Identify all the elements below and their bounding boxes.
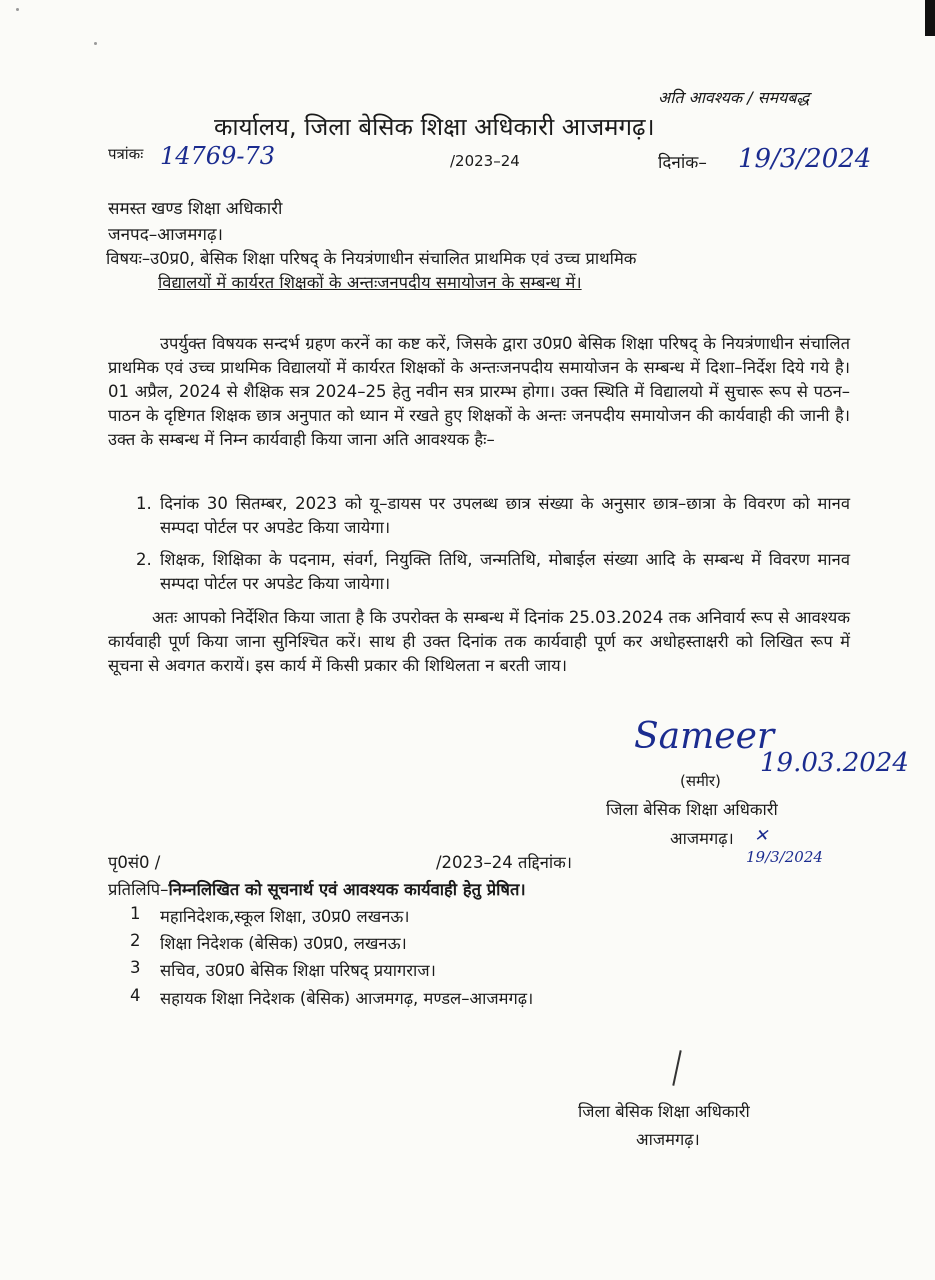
copy-ref-year: /2023–24 तद्दिनांक। <box>436 853 573 872</box>
urgent-label: अति आवश्यक / समयबद्ध <box>658 88 810 107</box>
copy-intro-bold: निम्नलिखित को सूचनार्थ एवं आवश्यक कार्यवाही हेतु प्रेषित। <box>168 880 526 899</box>
signature-date-handwritten: 19.03.2024 <box>760 748 909 778</box>
list-item <box>136 492 850 540</box>
copy-intro-prefix: प्रतिलिपि– <box>108 880 169 899</box>
ref-year: /2023–24 <box>450 152 520 170</box>
signatory-name: (समीर) <box>680 772 721 790</box>
subject-line2: विद्यालयों में कार्यरत शिक्षकों के अन्तःजनपदीय समायोजन के सम्बन्ध में। <box>158 273 582 292</box>
ref-number-handwritten: 14769-73 <box>160 142 275 170</box>
addressee-line2: जनपद–आजमगढ़। <box>108 225 223 245</box>
recipient-text: महानिदेशक,स्कूल शिक्षा, उ0प्र0 लखनऊ। <box>160 907 410 926</box>
date-label: दिनांक– <box>658 153 707 173</box>
recipient-text: सहायक शिक्षा निदेशक (बेसिक) आजमगढ़, मण्डल–आजमगढ़। <box>160 989 534 1008</box>
recipient-text: शिक्षा निदेशक (बेसिक) उ0प्र0, लखनऊ। <box>160 934 407 953</box>
scan-edge-mark <box>925 0 935 36</box>
scan-speck <box>16 8 19 11</box>
recipient-text: सचिव, उ0प्र0 बेसिक शिक्षा परिषद् प्रयागराज। <box>160 961 436 980</box>
addressee-line1: समस्त खण्ड शिक्षा अधिकारी <box>108 199 283 219</box>
subject-line1: उ0प्र0, बेसिक शिक्षा परिषद् के नियत्रंणाधीन संचालित प्राथमिक एवं उच्च प्राथमिक <box>150 249 637 268</box>
signature-scrawl: Sameer <box>634 716 775 757</box>
list-item-text: शिक्षक, शिक्षिका के पदनाम, संवर्ग, नियुक्ति तिथि, जन्मतिथि, मोबाईल संख्या आदि के सम्बन्ध में विवरण मानव सम्पदा पोर्टल पर अपडेट किया जायेगा। <box>160 550 850 593</box>
list-item-text: दिनांक 30 सितम्बर, 2023 को यू–डायस पर उपलब्ध छात्र संख्या के अनुसार छात्र–छात्रा के विवरण को मानव सम्पदा पोर्टल पर अपडेट किया जायेगा। <box>160 494 850 537</box>
signatory-place: आजमगढ़। <box>670 829 734 848</box>
initials-date-handwritten: 19/3/2024 <box>746 848 823 866</box>
body-paragraph-1: उपर्युक्त विषयक सन्दर्भ ग्रहण करनें का कष्ट करें, जिसके द्वारा उ0प्र0 बेसिक शिक्षा परिषद् के नियत्रंणाधीन संचालित प्राथमिक एवं उच्च प्राथमिक विद्यालयों में कार्यरत शिक्षकों के अन्तःजनपदीय समायोजन के सम्बन्ध में दिशा–निर्देश दिये गये है। 01 अप्रैल, 2024 से शैक्षिक सत्र 2024–25 हेतु नवीन सत्र प्रारम्भ होगा। उक्त स्थिति में विद्यालयो में सुचारू रूप से पठन–पाठन के दृष्टिगत शिक्षक छात्र अनुपात को ध्यान में रखते हुए शिक्षकों के अन्तः जनपदीय समायोजन की कार्यवाही की जानी है। उक्त के सम्बन्ध में निम्न कार्यवाही किया जाना अति आवश्यक हैः– <box>108 334 850 449</box>
ref-label: पत्रांकः <box>108 145 144 163</box>
office-heading: कार्यालय, जिला बेसिक शिक्षा अधिकारी आजमगढ़। <box>214 113 655 141</box>
list-item-number: 1. <box>136 494 152 513</box>
footer-signatory-place: आजमगढ़। <box>636 1130 700 1149</box>
copy-ref-label: पृ0सं0 / <box>108 853 161 872</box>
list-item-number: 2. <box>136 550 152 569</box>
pen-stroke <box>672 1050 681 1086</box>
date-handwritten: 19/3/2024 <box>738 144 872 174</box>
copy-intro <box>108 877 526 900</box>
initials-mark: ✕ <box>754 826 769 846</box>
recipient-number: 2 <box>130 931 141 950</box>
body-paragraph-2: अतः आपको निर्देशित किया जाता है कि उपरोक्त के सम्बन्ध में दिनांक 25.03.2024 तक अनिवार्य रूप से आवश्यक कार्यवाही पूर्ण किया जाना सुनिश्चित करें। साथ ही उक्त दिनांक तक कार्यवाही पूर्ण कर अधोहस्ताक्षरी को लिखित रूप में सूचना से अवगत करायें। इस कार्य में किसी प्रकार की शिथिलता न बरती जाय। <box>108 608 850 675</box>
list-item <box>136 548 850 596</box>
subject-prefix: विषयः– <box>106 249 151 268</box>
recipient-number: 1 <box>130 904 141 923</box>
recipient-number: 3 <box>130 958 141 977</box>
footer-signatory-title: जिला बेसिक शिक्षा अधिकारी <box>578 1102 750 1121</box>
scan-speck <box>94 42 97 45</box>
subject <box>106 247 850 295</box>
signatory-title: जिला बेसिक शिक्षा अधिकारी <box>606 800 778 819</box>
recipient-number: 4 <box>130 986 141 1005</box>
